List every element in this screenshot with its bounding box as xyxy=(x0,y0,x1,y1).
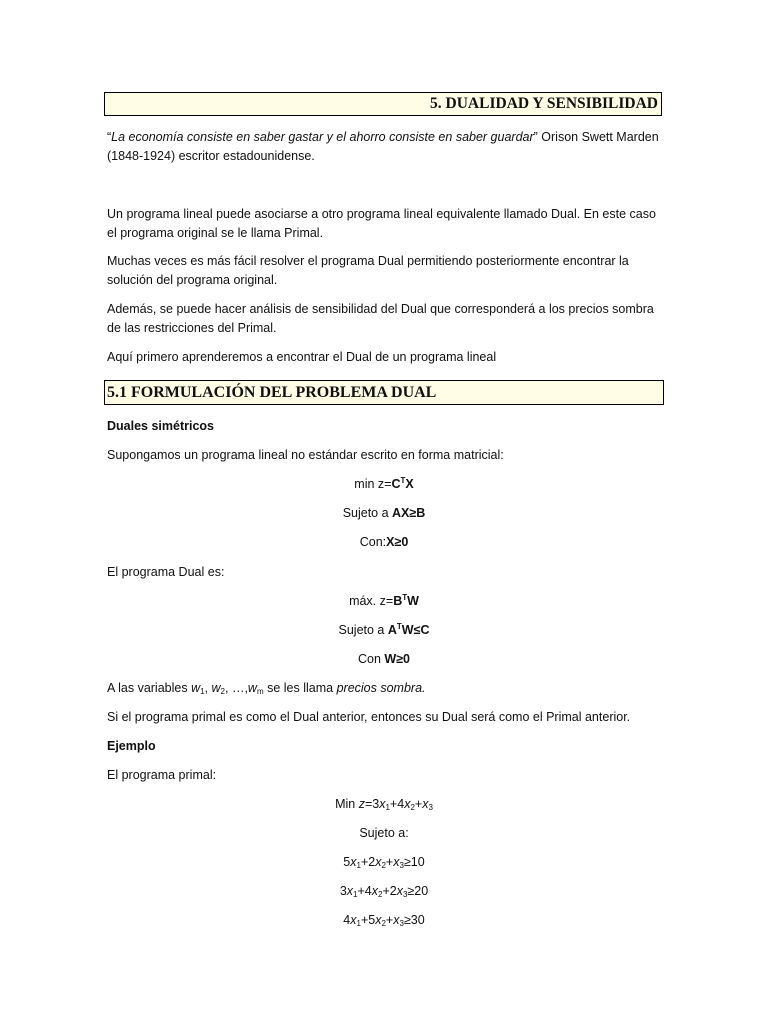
paragraph-line: el programa original se le llama Primal. xyxy=(107,226,324,240)
constraint-label: Sujeto a xyxy=(338,623,388,637)
example-intro: El programa primal: xyxy=(107,768,217,782)
shadow-prices-sentence: A las variables $w_1$, $w_2$, $\dots,w_m$ se les llama precios sombra. xyxy=(107,681,426,696)
example-title-text: Ejemplo xyxy=(107,739,156,753)
matrix-form-intro: Supongamos un programa lineal no estándar escrito en forma matricial: xyxy=(107,448,504,462)
example-subject-to: Sujeto a: xyxy=(359,826,409,840)
quote-open: “ xyxy=(107,130,112,144)
paragraph-line: Muchas veces es más fácil resolver el programa Dual permitiendo posteriormente encontrar la xyxy=(107,254,629,268)
example-objective: Min $z=3x_1+4x_2+x_3$ xyxy=(335,797,433,812)
subtitle-symmetric-duals xyxy=(107,417,667,436)
math-symbol: B xyxy=(393,594,403,608)
math-symbol: C xyxy=(391,477,401,491)
dual-constraint xyxy=(0,621,768,640)
paragraph-line: Un programa lineal puede asociarse a otro programa lineal equivalente llamado Dual. En este caso xyxy=(107,207,656,221)
shadow-prices-term: precios sombra. xyxy=(336,681,426,695)
subtitle-text: Duales simétricos xyxy=(107,419,214,433)
math-symbol: W xyxy=(407,594,419,608)
primal-nonnegativity xyxy=(0,533,768,552)
dual-objective xyxy=(0,592,768,611)
example-constraint-3: $4x_1+5x_2+x_3\ge 30$ xyxy=(343,913,425,928)
math-symbol: A xyxy=(387,623,397,637)
constraint-label: Con xyxy=(357,652,385,666)
quote-close: ” xyxy=(533,130,538,144)
constraint-label: Sujeto a xyxy=(342,506,393,520)
math-expression: AX≥B xyxy=(392,506,426,520)
quote-paragraph xyxy=(107,128,667,166)
dual-objective-label: máx. z= xyxy=(349,594,394,608)
math-symbol: T xyxy=(396,622,402,631)
example-constraint-2: $3x_1+4x_2+2x_3\ge 20$ xyxy=(339,884,429,899)
math-symbol: X xyxy=(405,477,414,491)
paragraph-line: de las restricciones del Primal. xyxy=(107,321,277,335)
quote-author: Orison Swett Marden xyxy=(537,130,659,144)
sentence-part: A las variables xyxy=(107,681,192,695)
paragraph-dual-intro xyxy=(107,205,667,243)
dual-nonnegativity xyxy=(0,650,768,669)
section-heading-5: 5. DUALIDAD Y SENSIBILIDAD xyxy=(104,92,662,116)
paragraph-line: solución del programa original. xyxy=(107,273,278,287)
math-symbol: T xyxy=(402,593,408,602)
sentence-part: se les llama xyxy=(263,681,337,695)
constraint-label: Con: xyxy=(359,535,387,549)
primal-objective-label: min z= xyxy=(354,477,392,491)
paragraph-first-learn: Aquí primero aprenderemos a encontrar el Dual de un programa lineal xyxy=(107,350,497,364)
example-title xyxy=(107,737,667,756)
math-symbol: T xyxy=(400,476,406,485)
math-expression: W≥0 xyxy=(384,652,411,666)
quote-author-detail: (1848-1924) escritor estadounidense. xyxy=(107,149,315,163)
quote-text: La economía consiste en saber gastar y el ahorro consiste en saber guardar xyxy=(111,130,534,144)
section-heading-5-1: 5.1 FORMULACIÓN DEL PROBLEMA DUAL xyxy=(104,380,664,405)
example-constraint-1: $5x_1+2x_2+x_3\ge 10$ xyxy=(343,855,425,870)
symmetric-note: Si el programa primal es como el Dual anterior, entonces su Dual será como el Primal anterior. xyxy=(107,710,631,724)
math-expression: W≤C xyxy=(401,623,430,637)
paragraph-sensitivity xyxy=(107,300,667,338)
dual-program-intro: El programa Dual es: xyxy=(107,565,225,579)
math-expression: X≥0 xyxy=(386,535,409,549)
paragraph-line: Además, se puede hacer análisis de sensibilidad del Dual que corresponderá a los precios sombra xyxy=(107,302,654,316)
primal-objective xyxy=(0,475,768,494)
primal-constraint xyxy=(0,504,768,523)
paragraph-dual-easier xyxy=(107,252,667,290)
